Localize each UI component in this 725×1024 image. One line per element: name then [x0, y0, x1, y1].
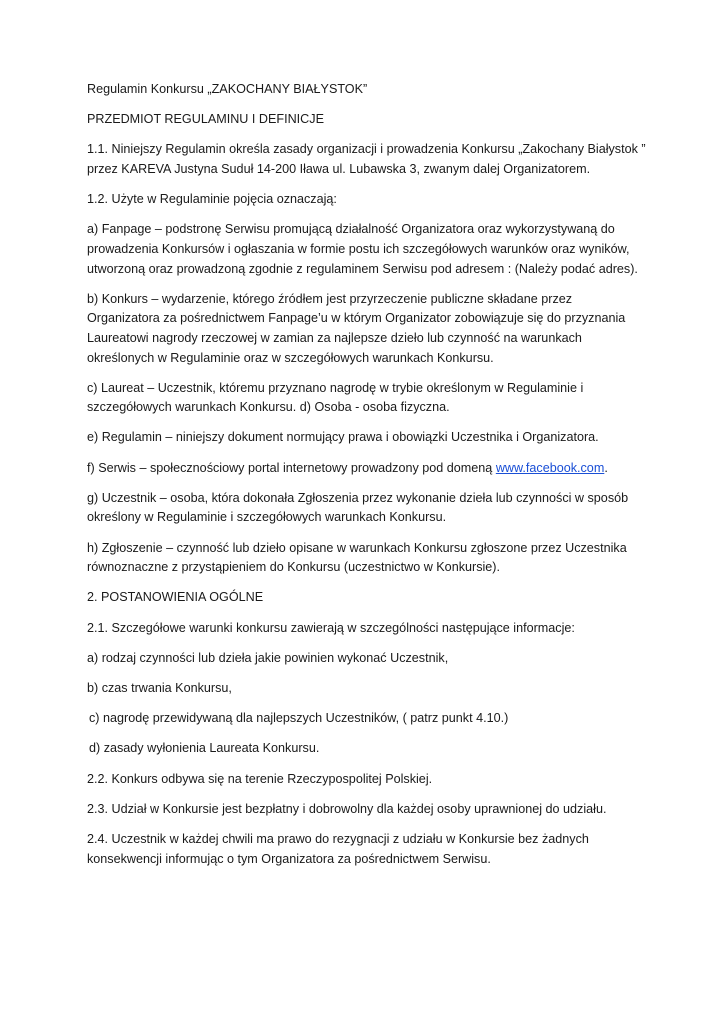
paragraph-2-2: 2.2. Konkurs odbywa się na terenie Rzeczypospolitej Polskiej. — [87, 771, 433, 786]
section-heading-definitions: PRZEDMIOT REGULAMINU I DEFINICJE — [87, 112, 324, 127]
list-item-a: a) rodzaj czynności lub dzieła jakie powinien wykonać Uczestnik, — [87, 650, 449, 665]
definition-f-period: . — [604, 460, 608, 475]
list-item-c: c) nagrodę przewidywaną dla najlepszych Uczestników, ( patrz punkt 4.10.) — [89, 711, 509, 726]
facebook-link[interactable]: www.facebook.com — [495, 460, 605, 475]
list-item-d: d) zasady wyłonienia Laureata Konkursu. — [89, 741, 320, 756]
paragraph-1-1: 1.1. Niniejszy Regulamin określa zasady organizacji i prowadzenia Konkursu „Zakochany Białystok ” przez KAREVA Justyna Suduł 14-200 Iława ul. Lubawska 3, zwanym dalej Organizatorem. — [87, 142, 646, 176]
definition-f-serwis — [87, 459, 647, 479]
document-page — [87, 80, 647, 880]
definition-g-uczestnik: g) Uczestnik – osoba, która dokonała Zgłoszenia przez wykonanie dzieła lub czynności w sposób określony w Regulaminie i szczegółowych warunkach Konkursu. — [87, 490, 629, 525]
list-item-b: b) czas trwania Konkursu, — [87, 680, 232, 695]
definition-e-regulamin: e) Regulamin – niniejszy dokument normujący prawa i obowiązki Uczestnika i Organizatora. — [87, 430, 599, 445]
definition-c-d-laureat-osoba: c) Laureat – Uczestnik, któremu przyznano nagrodę w trybie określonym w Regulaminie i szczegółowych warunkach Konkursu. d) Osoba - osoba fizyczna. — [87, 380, 584, 415]
paragraph-2-3: 2.3. Udział w Konkursie jest bezpłatny i dobrowolny dla każdej osoby uprawnionej do udziału. — [87, 801, 607, 816]
paragraph-2-1: 2.1. Szczegółowe warunki konkursu zawierają w szczególności następujące informacje: — [87, 620, 575, 635]
definition-h-zgloszenie: h) Zgłoszenie – czynność lub dzieło opisane w warunkach Konkursu zgłoszone przez Uczestnika równoznaczne z przystąpieniem do Konkursu (uczestnictwo w Konkursie). — [87, 540, 627, 575]
paragraph-1-2: 1.2. Użyte w Regulaminie pojęcia oznaczają: — [87, 192, 337, 207]
definition-f-text: f) Serwis – społecznościowy portal internetowy prowadzony pod domeną — [87, 460, 496, 475]
definition-a-fanpage: a) Fanpage – podstronę Serwisu promującą działalność Organizatora oraz wykorzystywaną do prowadzenia Konkursów i ogłaszania w formie postu ich szczegółowych warunków oraz wyników, utworzoną oraz prowadzoną zgodnie z regulaminem Serwisu pod adresem : (Należy podać adres). — [87, 222, 638, 276]
paragraph-2-4: 2.4. Uczestnik w każdej chwili ma prawo do rezygnacji z udziału w Konkursie bez żadnych konsekwencji informując o tym Organizatora za pośrednictwem Serwisu. — [87, 831, 589, 866]
document-title: Regulamin Konkursu „ZAKOCHANY BIAŁYSTOK” — [87, 82, 368, 96]
section-heading-general: 2. POSTANOWIENIA OGÓLNE — [87, 590, 264, 605]
definition-b-konkurs: b) Konkurs – wydarzenie, którego źródłem jest przyrzeczenie publiczne składane przez Organizatora za pośrednictwem Fanpage’u w którym Organizator zobowiązuje się do przyznania Laureatowi nagrody rzeczowej w zamian za najlepsze dzieło lub czynność na warunkach określonych w Regulaminie oraz w szczegółowych warunkach Konkursu. — [87, 291, 626, 365]
